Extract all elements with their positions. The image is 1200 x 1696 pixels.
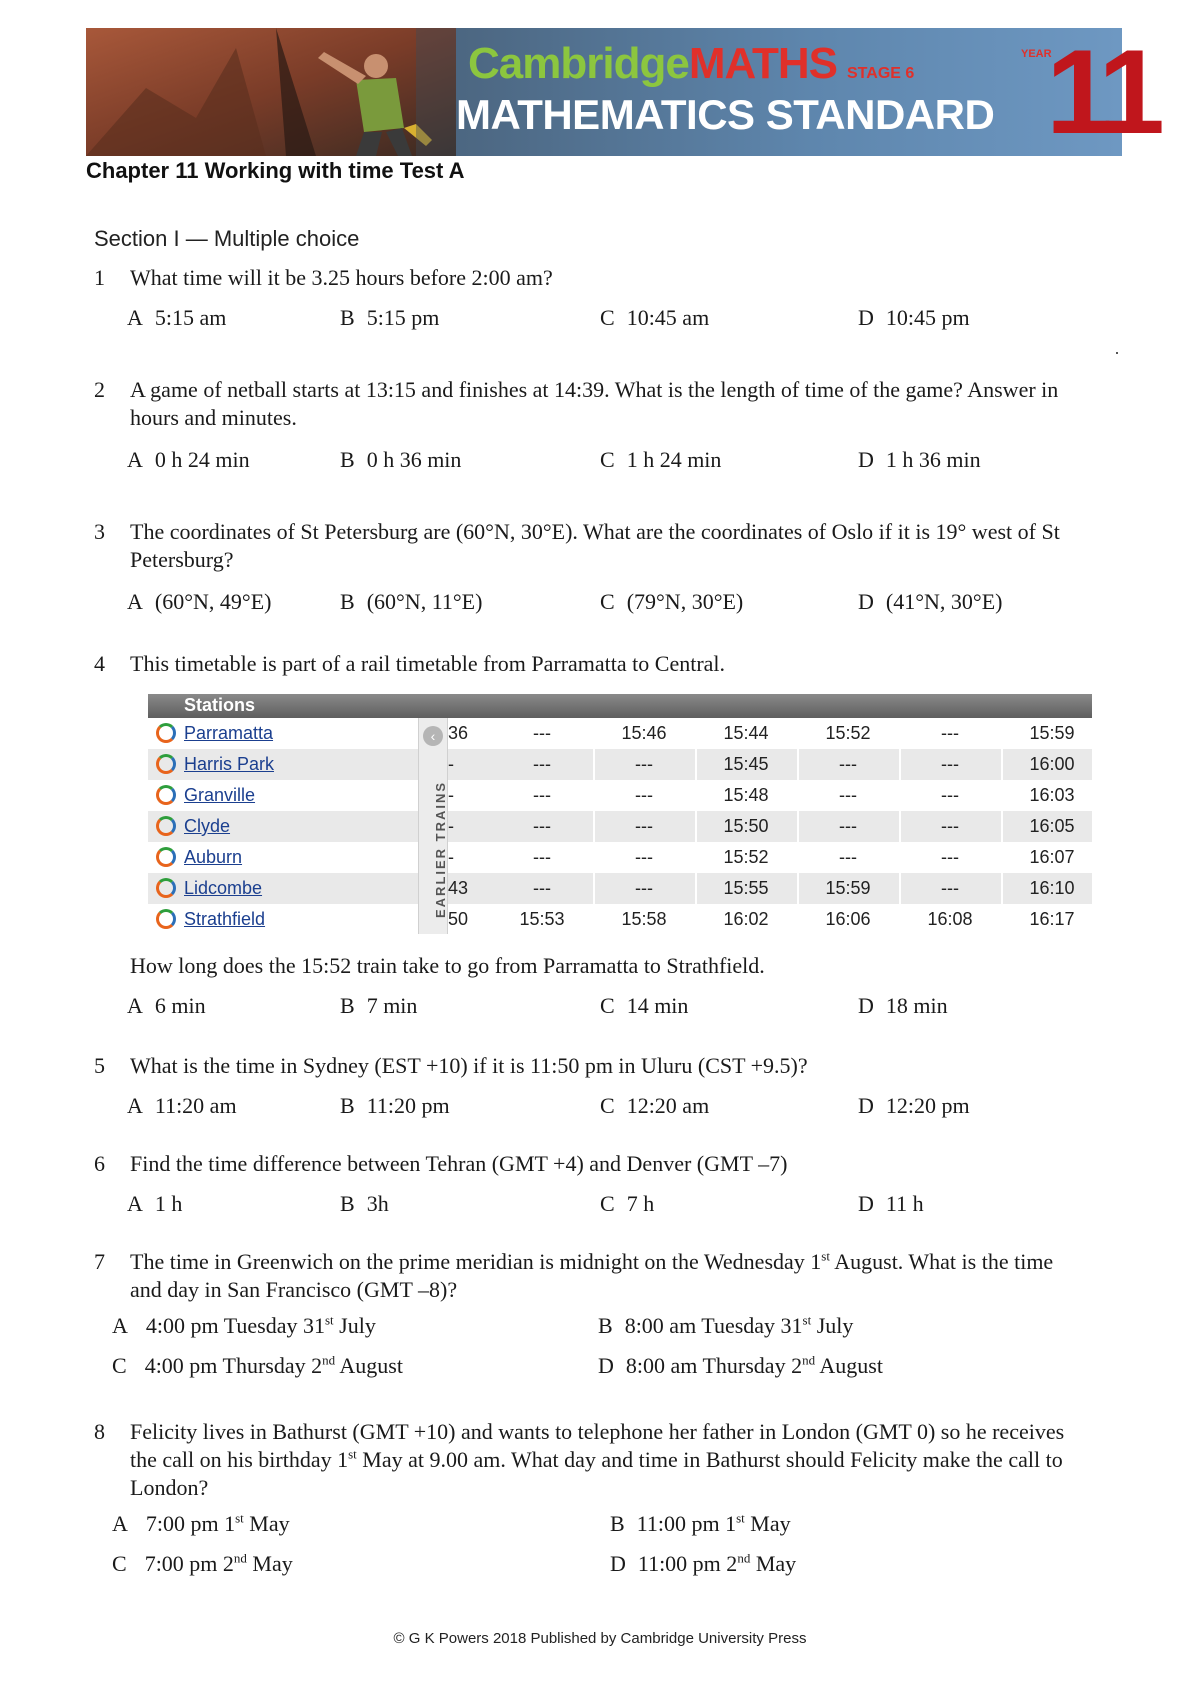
question-text: The coordinates of St Petersburg are (60°N, 30°E). What are the coordinates of Oslo if it is 19° west of St Petersburg?	[130, 519, 1060, 572]
section-title: Section I — Multiple choice	[94, 226, 360, 251]
question-followup: How long does the 15:52 train take to go from Parramatta to Strathfield.	[130, 953, 765, 978]
station-ring-icon	[156, 723, 176, 743]
option-c: C (79°N, 30°E)	[600, 589, 744, 614]
departure-time: 15:46	[621, 723, 667, 743]
option-b: B 3h	[340, 1191, 389, 1216]
departure-time: ---	[533, 754, 551, 774]
question-number: 5	[94, 1053, 105, 1078]
station-name[interactable]: Lidcombe	[184, 878, 263, 898]
option-c: C 7 h	[600, 1191, 655, 1216]
station-name[interactable]: Clyde	[184, 816, 231, 836]
banner-year-number: 11	[1046, 25, 1157, 159]
station-ring-icon	[156, 909, 176, 929]
question-number: 8	[94, 1419, 105, 1444]
question-number: 3	[94, 519, 105, 544]
option-c: C 4:00 pm Thursday 2nd August	[112, 1352, 403, 1378]
option-d: D 8:00 am Thursday 2nd August	[598, 1352, 883, 1378]
option-a: A 5:15 am	[127, 305, 227, 330]
departure-time: 15:58	[621, 909, 667, 929]
stray-dot	[1116, 352, 1118, 354]
departure-time: 16:02	[723, 909, 769, 929]
earlier-arrow-icon[interactable]: ‹	[423, 726, 443, 746]
option-b: B 7 min	[340, 993, 418, 1018]
departure-time: 15:50	[723, 816, 769, 836]
departure-time: ---	[839, 785, 857, 805]
option-a: A 7:00 pm 1st May	[112, 1510, 290, 1536]
option-a: A 0 h 24 min	[127, 447, 250, 472]
earlier-trains-panel[interactable]	[418, 718, 448, 934]
timetable-row	[148, 780, 1092, 811]
departure-time: 15:53	[519, 909, 565, 929]
station-name[interactable]: Auburn	[184, 847, 243, 867]
option-c: C 14 min	[600, 993, 689, 1018]
header-banner	[86, 25, 1157, 159]
departure-time: ---	[941, 754, 959, 774]
option-c: C 7:00 pm 2nd May	[112, 1550, 293, 1576]
earlier-time-fragment: 50	[448, 909, 469, 929]
departure-time: 16:07	[1029, 847, 1075, 867]
option-a: A 4:00 pm Tuesday 31st July	[112, 1312, 376, 1338]
earlier-time-fragment: -	[448, 847, 454, 867]
question-number: 7	[94, 1249, 105, 1274]
departure-time: 15:44	[723, 723, 769, 743]
option-d: D 10:45 pm	[858, 305, 970, 330]
station-name[interactable]: Harris Park	[184, 754, 275, 774]
question-number: 1	[94, 265, 105, 290]
station-ring-icon	[156, 847, 176, 867]
banner-brand: CambridgeMATHS STAGE 6	[468, 39, 915, 88]
departure-time: ---	[533, 723, 551, 743]
column-divider	[899, 718, 901, 934]
station-link[interactable]	[156, 909, 265, 930]
timetable-header	[148, 694, 1092, 718]
option-d: D 18 min	[858, 993, 948, 1018]
earlier-trains-label: EARLIER TRAINS	[433, 780, 448, 918]
rock-climber-photo	[86, 28, 456, 156]
timetable-row	[148, 718, 1092, 749]
departure-time: 15:48	[723, 785, 769, 805]
station-link[interactable]	[156, 816, 230, 837]
timetable-row	[148, 842, 1092, 873]
option-d: D 1 h 36 min	[858, 447, 981, 472]
departure-time: 15:55	[723, 878, 769, 898]
option-a: A 11:20 am	[127, 1093, 237, 1118]
question-number: 6	[94, 1151, 105, 1176]
departure-time: ---	[533, 847, 551, 867]
departure-time: ---	[941, 785, 959, 805]
timetable-row	[148, 811, 1092, 842]
timetable-row	[148, 749, 1092, 780]
option-d: D 12:20 pm	[858, 1093, 970, 1118]
departure-time: ---	[533, 816, 551, 836]
option-a: A (60°N, 49°E)	[127, 589, 272, 614]
question-text: Find the time difference between Tehran (GMT +4) and Denver (GMT –7)	[130, 1151, 788, 1176]
departure-time: ---	[839, 754, 857, 774]
option-b: B (60°N, 11°E)	[340, 589, 483, 614]
option-d: D (41°N, 30°E)	[858, 589, 1003, 614]
earlier-time-fragment: -	[448, 754, 454, 774]
departure-time: ---	[941, 816, 959, 836]
departure-time: 15:52	[825, 723, 871, 743]
option-b: B 11:00 pm 1st May	[610, 1510, 791, 1536]
departure-time: 16:05	[1029, 816, 1075, 836]
option-b: B 5:15 pm	[340, 305, 440, 330]
column-divider	[593, 718, 595, 934]
option-a: A 6 min	[127, 993, 206, 1018]
departure-time: ---	[635, 878, 653, 898]
departure-time: 16:10	[1029, 878, 1075, 898]
earlier-time-fragment: -	[448, 785, 454, 805]
earlier-time-fragment: -	[448, 816, 454, 836]
option-c: C 12:20 am	[600, 1093, 710, 1118]
question-text: What is the time in Sydney (EST +10) if it is 11:50 pm in Uluru (CST +9.5)?	[130, 1053, 808, 1078]
station-link[interactable]	[156, 878, 262, 899]
station-link[interactable]	[156, 754, 274, 775]
question-text: This timetable is part of a rail timetable from Parramatta to Central.	[130, 651, 726, 676]
station-link[interactable]	[156, 785, 255, 806]
station-name[interactable]: Granville	[184, 785, 256, 805]
departure-time: ---	[941, 878, 959, 898]
departure-time: 15:45	[723, 754, 769, 774]
departure-time: 15:52	[723, 847, 769, 867]
banner-subtitle: MATHEMATICS STANDARD	[456, 91, 995, 138]
departure-time: ---	[941, 847, 959, 867]
option-d: D 11 h	[858, 1191, 924, 1216]
chapter-title: Chapter 11 Working with time Test A	[86, 158, 465, 183]
station-ring-icon	[156, 754, 176, 774]
option-a: A 1 h	[127, 1191, 183, 1216]
departure-time: ---	[533, 878, 551, 898]
column-divider	[1001, 718, 1003, 934]
option-c: C 1 h 24 min	[600, 447, 722, 472]
departure-time: ---	[839, 816, 857, 836]
rail-timetable	[148, 694, 1092, 934]
timetable-header-label: Stations	[184, 695, 256, 715]
station-link[interactable]	[156, 847, 242, 868]
departure-time: 15:59	[825, 878, 871, 898]
station-name[interactable]: Parramatta	[184, 723, 274, 743]
question-text: The time in Greenwich on the prime meridian is midnight on the Wednesday 1st August. What is the time and day in San Francisco (GMT –8)?	[130, 1248, 1054, 1302]
station-ring-icon	[156, 785, 176, 805]
question-text: Felicity lives in Bathurst (GMT +10) and wants to telephone her father in London (GMT 0) so he receives the call on his birthday 1st May at 9.00 am. What day and time in Bathurst should Felicity make the call to London?	[130, 1419, 1065, 1500]
station-name[interactable]: Strathfield	[184, 909, 266, 929]
departure-time: ---	[635, 785, 653, 805]
timetable-row	[148, 904, 1092, 935]
column-divider	[797, 718, 799, 934]
option-b: B 8:00 am Tuesday 31st July	[598, 1312, 854, 1338]
departure-time: 16:03	[1029, 785, 1075, 805]
option-b: B 0 h 36 min	[340, 447, 462, 472]
question-text: A game of netball starts at 13:15 and finishes at 14:39. What is the length of time of the game? Answer in hours and minutes.	[130, 377, 1059, 430]
station-ring-icon	[156, 878, 176, 898]
departure-time: ---	[533, 785, 551, 805]
departure-time: ---	[839, 847, 857, 867]
departure-time: 15:59	[1029, 723, 1075, 743]
departure-time: ---	[635, 847, 653, 867]
copyright-footer: © G K Powers 2018 Published by Cambridge University Press	[393, 1630, 807, 1647]
column-divider	[695, 718, 697, 934]
question-text: What time will it be 3.25 hours before 2:00 am?	[130, 265, 553, 290]
departure-time: ---	[941, 723, 959, 743]
departure-time: 16:08	[927, 909, 973, 929]
question-number: 4	[94, 651, 105, 676]
departure-time: ---	[635, 816, 653, 836]
option-d: D 11:00 pm 2nd May	[610, 1550, 797, 1576]
departure-time: 16:00	[1029, 754, 1075, 774]
departure-time: 16:17	[1029, 909, 1075, 929]
earlier-time-fragment: 43	[448, 878, 469, 898]
option-b: B 11:20 pm	[340, 1093, 450, 1118]
timetable-row	[148, 873, 1092, 904]
departure-time: 16:06	[825, 909, 871, 929]
station-link[interactable]	[156, 723, 273, 744]
departure-time: ---	[635, 754, 653, 774]
option-c: C 10:45 am	[600, 305, 710, 330]
earlier-time-fragment: 36	[448, 723, 469, 743]
banner-year-label: YEAR	[1021, 48, 1052, 60]
question-number: 2	[94, 377, 105, 402]
station-ring-icon	[156, 816, 176, 836]
